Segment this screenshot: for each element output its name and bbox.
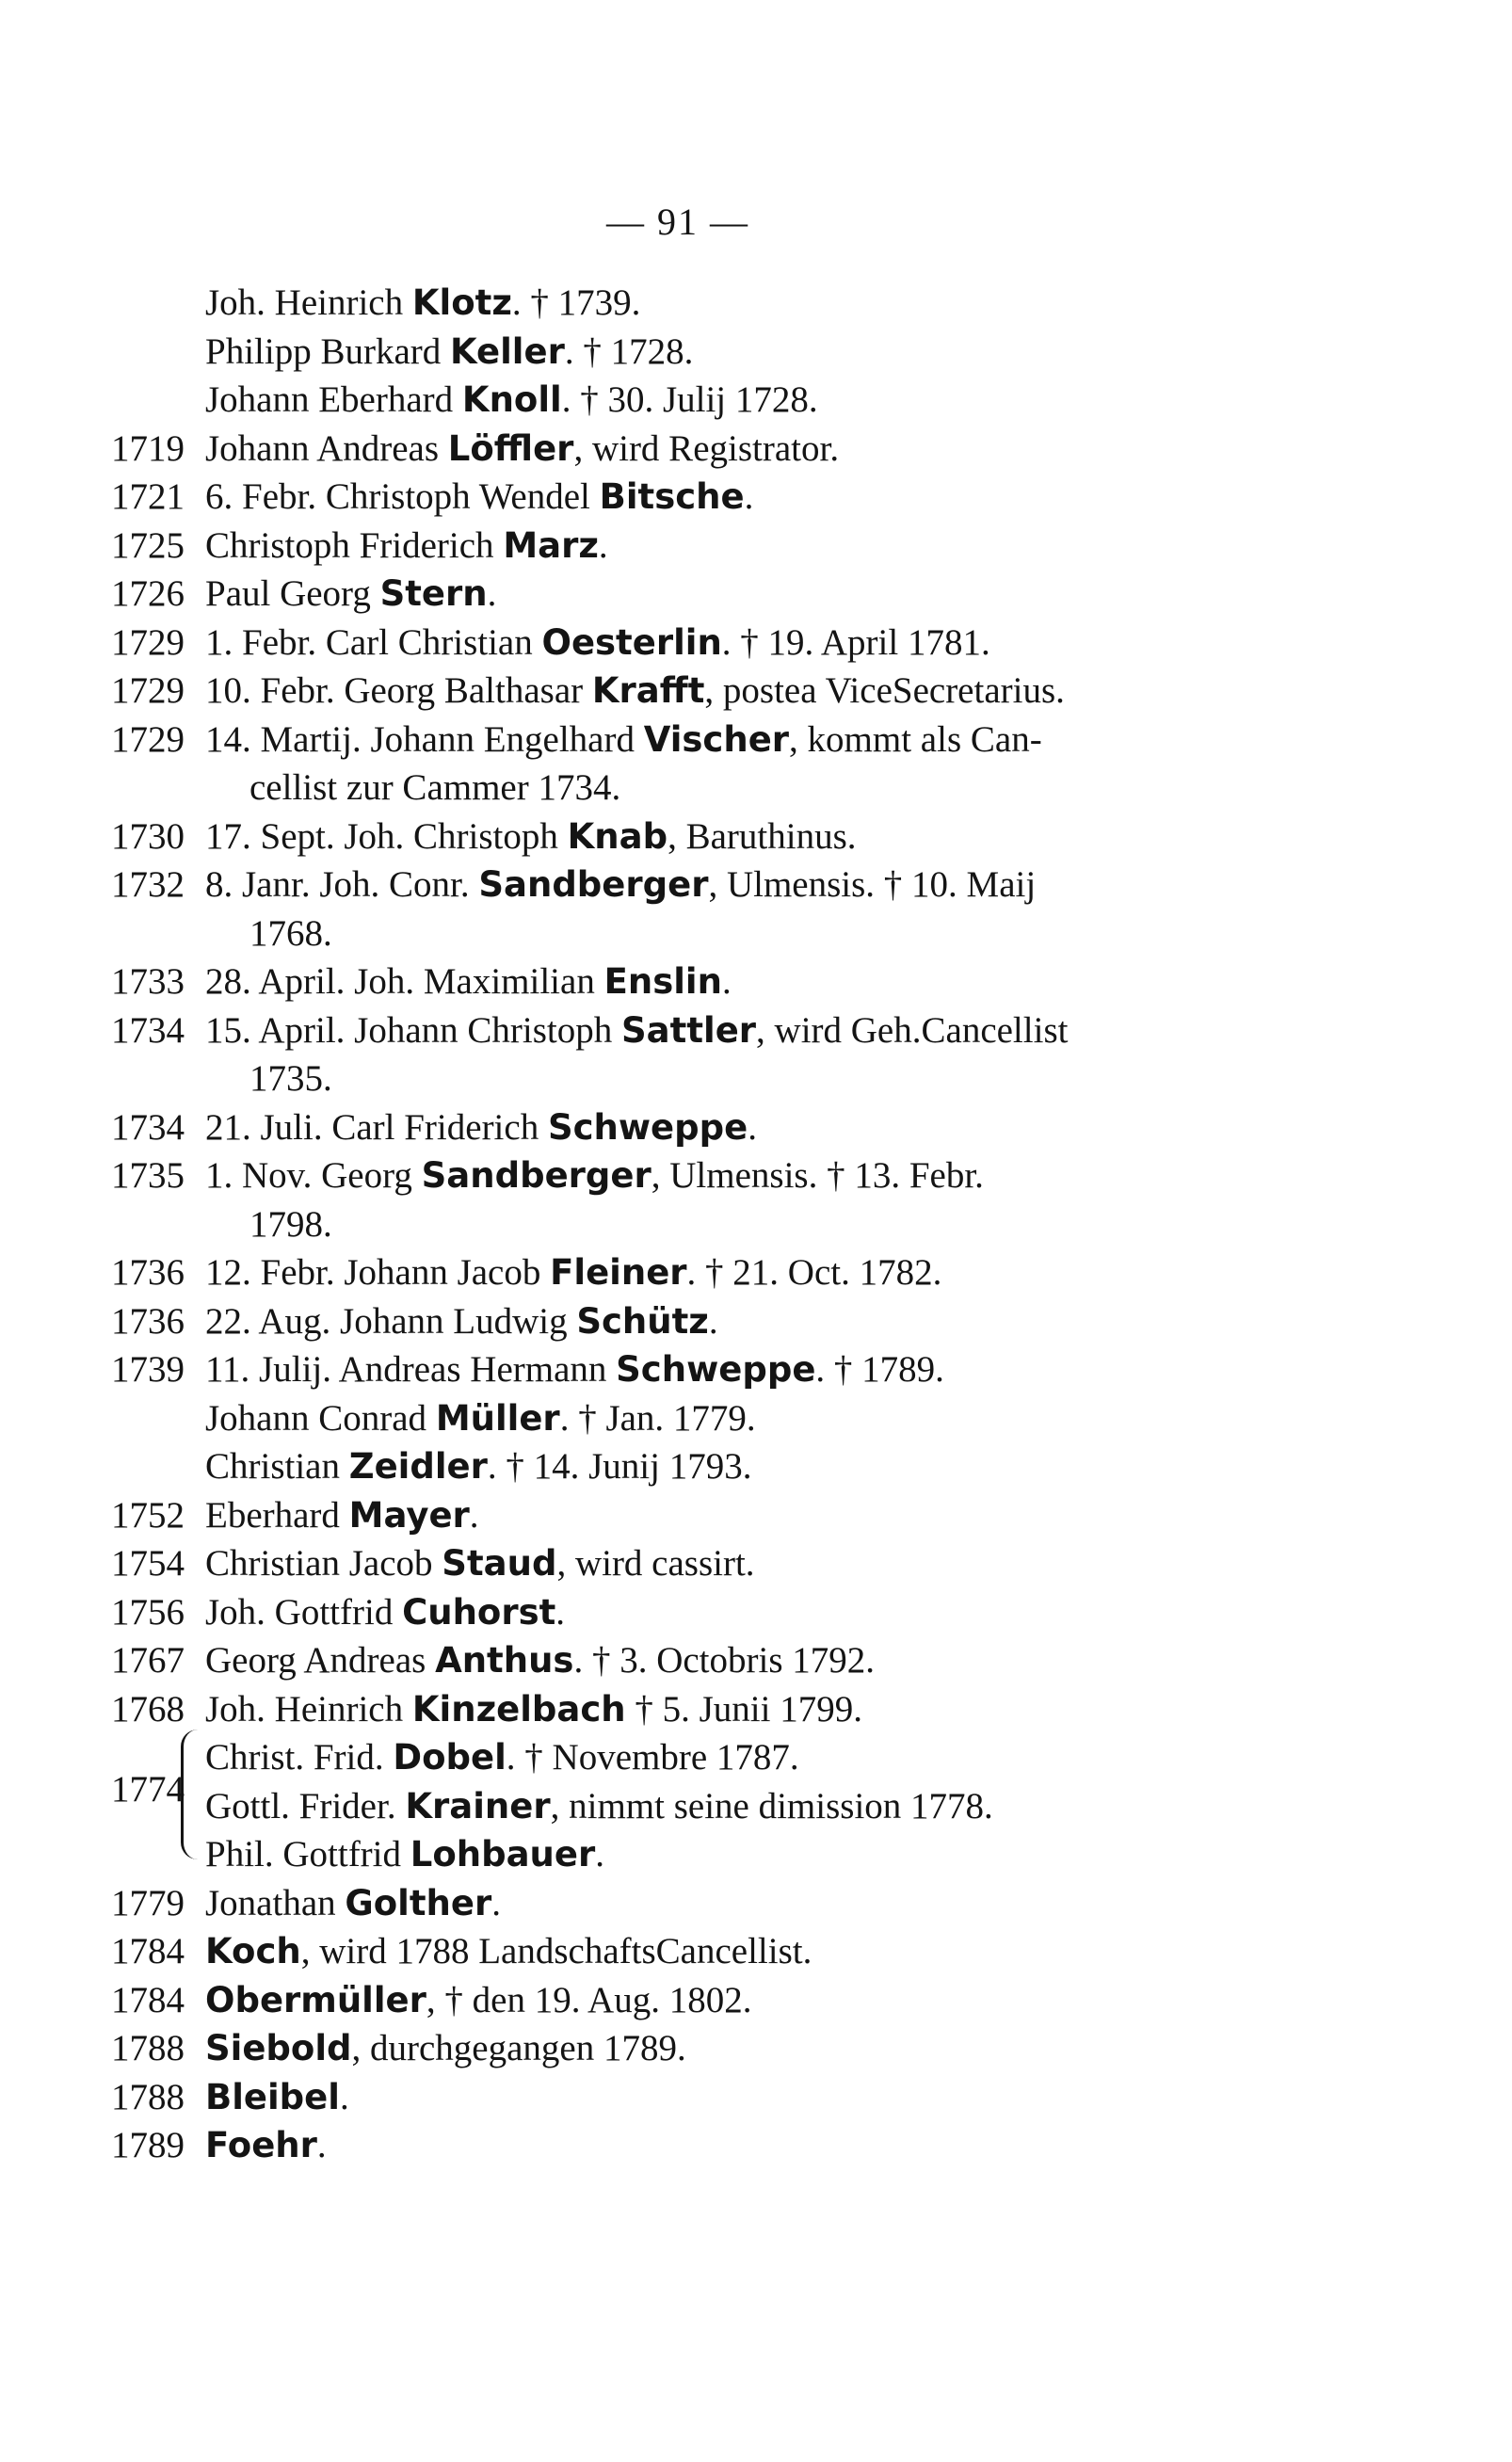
register-entry	[0, 957, 1512, 1006]
entry-surname: Sattler	[621, 1009, 757, 1051]
entry-prefix: Gottl. Frider.	[205, 1785, 406, 1826]
entry-text	[205, 1830, 604, 1879]
entry-suffix: .	[748, 1106, 757, 1148]
entry-surname: Zeidler	[348, 1446, 488, 1487]
brace-group-year: 1774	[111, 1769, 185, 1810]
register-entry	[0, 1054, 1512, 1103]
entry-text	[205, 1006, 1068, 1055]
entry-prefix: Georg Andreas	[205, 1640, 436, 1681]
register-entry	[0, 1927, 1512, 1976]
entry-text	[205, 813, 857, 861]
entry-suffix: , wird cassirt.	[556, 1543, 755, 1584]
entry-year: 1729	[111, 621, 185, 663]
entry-suffix: .	[339, 2076, 349, 2117]
entry-year: 1732	[111, 864, 185, 905]
entry-year: 1729	[111, 718, 185, 760]
entry-suffix: , wird 1788 LandschaftsCancellist.	[300, 1931, 812, 1971]
entry-suffix: . † 1789.	[815, 1349, 944, 1390]
entry-suffix: , Baruthinus.	[668, 815, 857, 857]
entry-surname: Keller	[450, 330, 565, 372]
entry-year: 1784	[111, 1979, 185, 2020]
entry-year: 1735	[111, 1155, 185, 1196]
entry-text	[249, 764, 620, 813]
entry-text	[205, 1879, 501, 1928]
register-entry	[0, 813, 1512, 861]
entry-text	[249, 1200, 332, 1249]
entry-surname: Schütz	[576, 1300, 709, 1342]
entry-surname: Mayer	[348, 1494, 470, 1536]
entry-text	[205, 1151, 984, 1200]
entry-text	[205, 1345, 944, 1394]
entry-surname: Siebold	[205, 2028, 352, 2068]
entry-text	[249, 1054, 332, 1103]
entry-year: 1788	[111, 2076, 185, 2117]
entry-text	[205, 1297, 718, 1346]
entry-prefix: 1. Nov. Georg	[205, 1155, 422, 1196]
entry-prefix: 6. Febr. Christoph Wendel	[205, 476, 600, 517]
entry-suffix: , wird Geh.Cancellist	[756, 1009, 1069, 1051]
register-entry	[0, 861, 1512, 909]
entry-year: 1729	[111, 670, 185, 711]
entry-surname: Stern	[379, 573, 488, 614]
entry-prefix: Christian	[205, 1446, 349, 1487]
register-entry	[0, 1297, 1512, 1346]
entry-surname: Löffler	[447, 427, 574, 469]
register-entry	[0, 1248, 1512, 1297]
entry-suffix: .	[721, 961, 732, 1002]
entry-surname: Krainer	[405, 1785, 551, 1826]
entry-year: 1768	[111, 1688, 185, 1730]
entry-text	[205, 1394, 756, 1443]
entry-text	[205, 425, 839, 474]
register-entry	[0, 328, 1512, 377]
entry-suffix: † 5. Junii 1799.	[625, 1688, 862, 1730]
entry-surname: Schweppe	[616, 1349, 816, 1390]
entry-year: 1725	[111, 524, 185, 566]
entry-prefix: cellist zur Cammer 1734.	[249, 767, 621, 808]
register-entry	[0, 1879, 1512, 1928]
entry-text	[205, 861, 1036, 909]
entry-suffix: , wird Registrator.	[573, 427, 840, 469]
entry-surname: Obermüller	[205, 1979, 426, 2020]
entry-suffix: , durchgegangen 1789.	[351, 2028, 686, 2068]
entry-suffix: . † 3. Octobris 1792.	[573, 1640, 875, 1681]
entry-text	[205, 667, 1065, 716]
entry-text	[205, 1976, 751, 2025]
entry-surname: Cuhorst	[402, 1591, 556, 1633]
entry-suffix: , kommt als Can-	[789, 718, 1042, 760]
entry-surname: Schweppe	[547, 1106, 748, 1148]
entry-surname: Enslin	[603, 961, 722, 1002]
entry-year: 1736	[111, 1300, 185, 1342]
entry-prefix: Johann Eberhard	[205, 379, 462, 420]
register-entry	[0, 2073, 1512, 2122]
entry-surname: Anthus	[435, 1640, 574, 1681]
entry-text	[205, 619, 990, 668]
entry-text	[205, 957, 732, 1006]
entry-surname: Dobel	[393, 1737, 507, 1778]
register-entry	[0, 1442, 1512, 1491]
entry-prefix: 1. Febr. Carl Christian	[205, 621, 542, 663]
register-entry	[0, 1006, 1512, 1055]
entry-text	[205, 1539, 755, 1588]
entry-prefix: Christian Jacob	[205, 1543, 442, 1584]
entry-year: 1756	[111, 1591, 185, 1633]
entry-text	[205, 279, 640, 328]
entry-prefix: 1768.	[249, 912, 332, 954]
entry-surname: Koch	[205, 1931, 301, 1971]
entry-surname: Knab	[567, 815, 668, 857]
register-entry	[0, 619, 1512, 668]
entry-text	[205, 473, 753, 522]
entry-suffix: , nimmt seine dimission 1778.	[550, 1785, 993, 1826]
entry-prefix: Philipp Burkard	[205, 330, 450, 372]
entry-prefix: 15. April. Johann Christoph	[205, 1009, 622, 1051]
register-entry	[0, 376, 1512, 425]
entry-suffix: . † 14. Junij 1793.	[487, 1446, 752, 1487]
entry-text	[205, 2073, 349, 2122]
entry-suffix: .	[316, 2125, 327, 2165]
register-entry	[0, 1733, 1512, 1782]
entry-year: 1788	[111, 2028, 185, 2068]
entry-prefix: 10. Febr. Georg Balthasar	[205, 670, 592, 711]
entry-surname: Golther	[345, 1882, 492, 1923]
entry-suffix: .	[469, 1494, 479, 1536]
entry-text	[205, 1248, 941, 1297]
entry-suffix: , Ulmensis. † 10. Maij	[708, 864, 1037, 905]
entry-year: 1733	[111, 961, 185, 1002]
entry-prefix: Eberhard	[205, 1494, 349, 1536]
entry-text	[205, 1685, 862, 1734]
entry-suffix: . † Jan. 1779.	[559, 1397, 756, 1439]
entry-suffix: . † 1728.	[564, 330, 694, 372]
entry-text	[205, 376, 818, 425]
register-entry	[0, 716, 1512, 764]
entry-prefix: Phil. Gottfrid	[205, 1834, 410, 1875]
entry-surname: Fleiner	[550, 1252, 687, 1293]
register-entry	[0, 1345, 1512, 1394]
register-entry	[0, 1588, 1512, 1637]
register-entry	[0, 570, 1512, 619]
entry-prefix: Joh. Gottfrid	[205, 1591, 403, 1633]
page-number: — 91 —	[606, 201, 749, 243]
entry-text	[205, 2024, 686, 2073]
entry-prefix: 1735.	[249, 1058, 332, 1099]
entry-suffix: .	[708, 1300, 718, 1342]
entry-surname: Bitsche	[599, 476, 745, 517]
entry-year: 1739	[111, 1349, 185, 1390]
entry-prefix: Joh. Heinrich	[205, 282, 412, 323]
entry-suffix: .	[487, 573, 497, 614]
register-entry	[0, 764, 1512, 813]
entry-year: 1752	[111, 1494, 185, 1536]
entry-year: 1779	[111, 1882, 185, 1923]
register-entry	[0, 909, 1512, 958]
entry-text	[205, 570, 496, 619]
entry-suffix: . † 30. Julij 1728.	[561, 379, 818, 420]
entry-prefix: Joh. Heinrich	[205, 1688, 412, 1730]
entry-text	[205, 1927, 812, 1976]
entry-surname: Kinzelbach	[411, 1688, 626, 1730]
register-entry	[0, 425, 1512, 474]
register-entry	[0, 1685, 1512, 1734]
entry-prefix: 8. Janr. Joh. Conr.	[205, 864, 479, 905]
register-entry	[0, 1782, 1512, 1831]
entry-prefix: 21. Juli. Carl Friderich	[205, 1106, 548, 1148]
entry-suffix: , postea ViceSecretarius.	[704, 670, 1065, 711]
entry-surname: Oesterlin	[541, 621, 722, 663]
entry-text	[205, 1733, 799, 1782]
entry-year: 1719	[111, 427, 185, 469]
entry-surname: Sandberger	[421, 1155, 651, 1196]
entry-suffix: .	[555, 1591, 566, 1633]
entry-prefix: 11. Julij. Andreas Hermann	[205, 1349, 617, 1390]
entry-surname: Müller	[435, 1397, 560, 1439]
entry-text	[205, 1782, 993, 1831]
entry-suffix: .	[595, 1834, 604, 1875]
entry-surname: Vischer	[643, 718, 790, 760]
register-entry	[0, 667, 1512, 716]
curly-brace-mark	[181, 1730, 201, 1859]
entry-suffix: , † den 19. Aug. 1802.	[426, 1979, 752, 2020]
register-entry	[0, 2024, 1512, 2073]
entry-year: 1754	[111, 1543, 185, 1584]
entry-prefix: 28. April. Joh. Maximilian	[205, 961, 604, 1002]
entry-prefix: 1798.	[249, 1203, 332, 1245]
entry-year: 1734	[111, 1106, 185, 1148]
entry-year: 1784	[111, 1931, 185, 1971]
entry-surname: Klotz	[411, 282, 512, 323]
entry-suffix: .	[491, 1882, 501, 1923]
register-entry	[0, 522, 1512, 571]
entry-prefix: Johann Conrad	[205, 1397, 436, 1439]
entry-prefix: Christ. Frid.	[205, 1737, 394, 1778]
register-entry	[0, 279, 1512, 328]
entry-year: 1726	[111, 573, 185, 614]
entry-text	[205, 2121, 327, 2170]
register-entry	[0, 473, 1512, 522]
entry-surname: Bleibel	[205, 2076, 340, 2117]
entry-surname: Knoll	[461, 379, 562, 420]
entry-prefix: Jonathan	[205, 1882, 346, 1923]
entry-text	[205, 1103, 757, 1152]
register-entry	[0, 1394, 1512, 1443]
register-entry	[0, 2121, 1512, 2170]
entry-prefix: 12. Febr. Johann Jacob	[205, 1252, 551, 1293]
entry-surname: Krafft	[591, 670, 705, 711]
entry-suffix: . † 1739.	[511, 282, 641, 323]
entry-surname: Marz	[503, 524, 599, 566]
entry-surname: Staud	[442, 1543, 557, 1584]
entry-suffix: , Ulmensis. † 13. Febr.	[651, 1155, 984, 1196]
entry-year: 1730	[111, 815, 185, 857]
register-entry	[0, 1200, 1512, 1249]
entry-text	[205, 1442, 751, 1491]
entry-text	[205, 1588, 565, 1637]
entry-prefix: 22. Aug. Johann Ludwig	[205, 1300, 577, 1342]
entry-text	[205, 328, 693, 377]
entry-year: 1721	[111, 476, 185, 517]
entry-year: 1734	[111, 1009, 185, 1051]
entry-suffix: . † Novembre 1787.	[506, 1737, 799, 1778]
entry-text	[249, 909, 332, 958]
register-entry	[0, 1539, 1512, 1588]
entry-surname: Foehr	[205, 2125, 317, 2165]
register-entry	[0, 1976, 1512, 2025]
entry-year: 1789	[111, 2125, 185, 2165]
entry-text	[205, 1636, 875, 1685]
register-entries	[0, 279, 1512, 2170]
entry-year: 1736	[111, 1252, 185, 1293]
entry-surname: Lohbauer	[410, 1834, 596, 1875]
entry-text	[205, 1491, 479, 1540]
entry-suffix: .	[744, 476, 754, 517]
entry-text	[205, 716, 1042, 764]
entry-prefix: Johann Andreas	[205, 427, 448, 469]
register-entry	[0, 1491, 1512, 1540]
entry-prefix: 17. Sept. Joh. Christoph	[205, 815, 568, 857]
entry-year: 1767	[111, 1640, 185, 1681]
entry-prefix: Christoph Friderich	[205, 524, 504, 566]
entry-prefix: 14. Martij. Johann Engelhard	[205, 718, 644, 760]
register-entry	[0, 1151, 1512, 1200]
entry-suffix: . † 21. Oct. 1782.	[686, 1252, 942, 1293]
entry-prefix: Paul Georg	[205, 573, 380, 614]
register-entry	[0, 1103, 1512, 1152]
entry-text	[205, 522, 608, 571]
register-entry	[0, 1636, 1512, 1685]
entry-suffix: . † 19. April 1781.	[721, 621, 990, 663]
entry-suffix: .	[598, 524, 608, 566]
register-entry	[0, 1830, 1512, 1879]
entry-surname: Sandberger	[478, 864, 709, 905]
